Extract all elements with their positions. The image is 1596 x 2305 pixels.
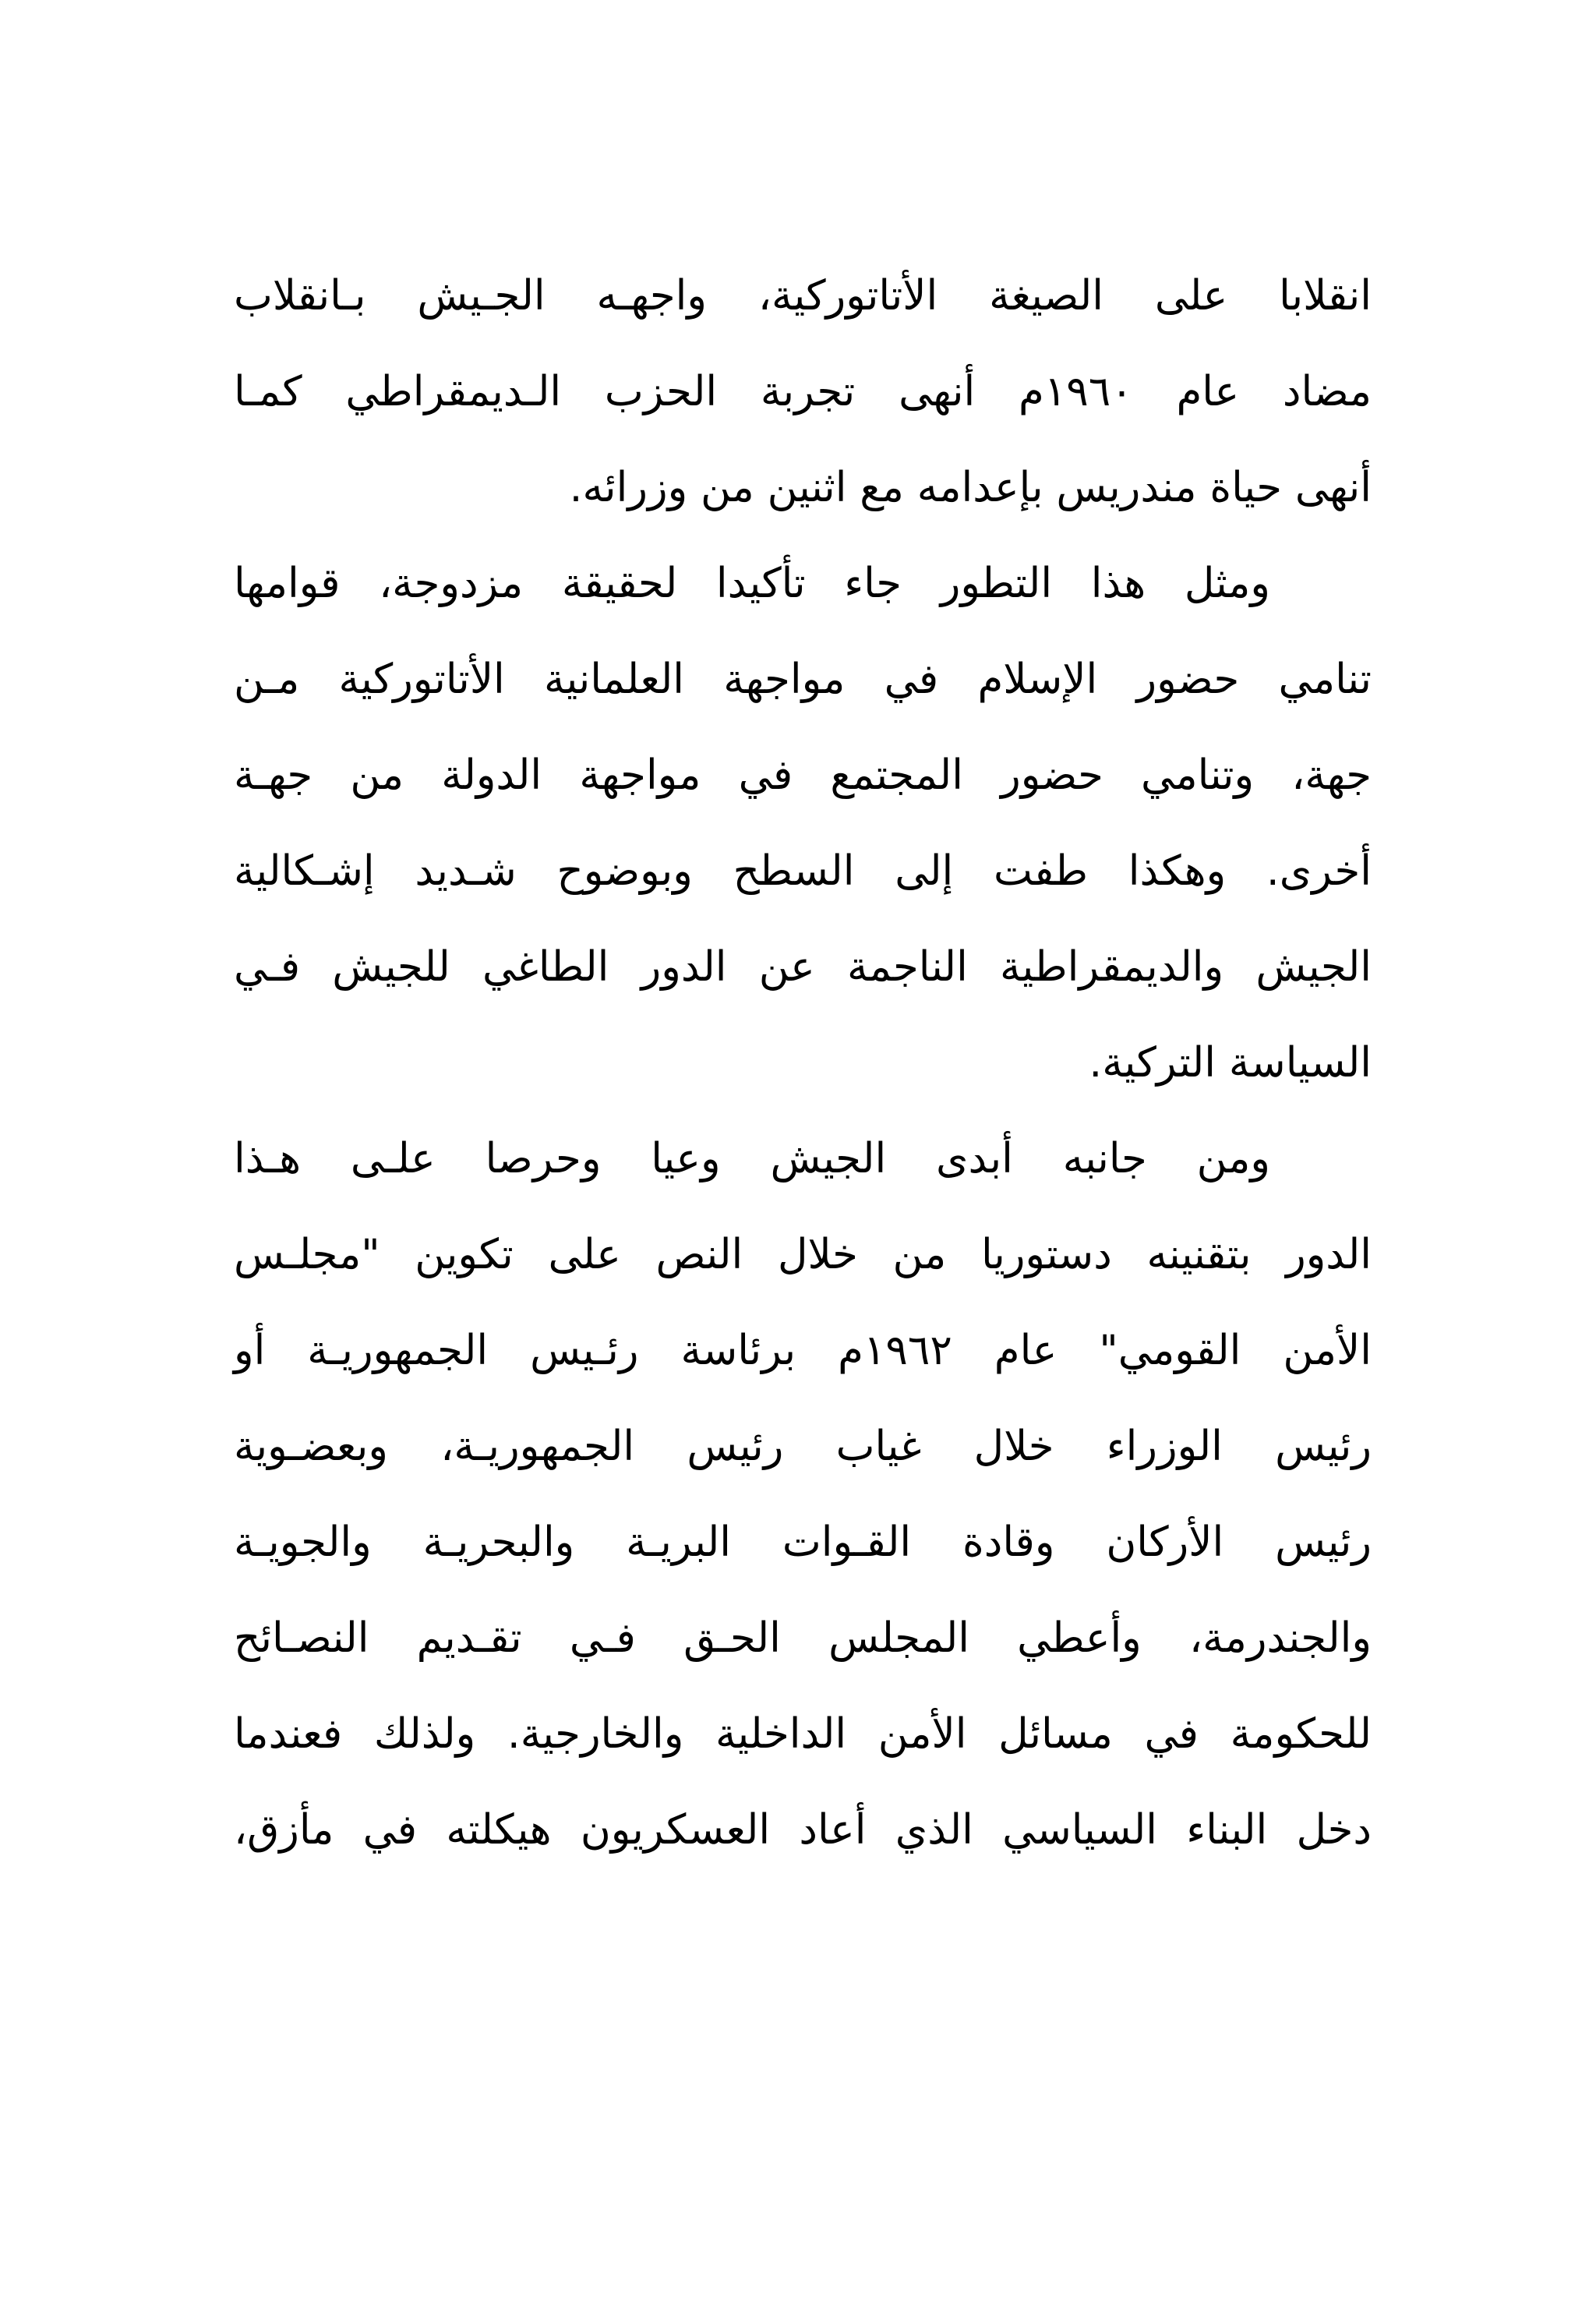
text-line: دخل البناء السياسي الذي أعاد العسكريون هيكلته في مأزق، [234,1806,1372,1854]
text-line: الأمن القومي" عام ١٩٦٢م برئاسة رئـيس الجمهوريـة أو [234,1327,1372,1374]
text-line: تنامي حضور الإسلام في مواجهة العلمانية الأتاتوركية مـن [234,656,1372,703]
text-line: رئيس الوزراء خلال غياب رئيس الجمهوريـة، وبعضـوية [234,1423,1372,1470]
body-text [234,248,1372,1878]
text-line: جهة، وتنامي حضور المجتمع في مواجهة الدولة من جهـة [234,751,1372,799]
text-line: مضاد عام ١٩٦٠م أنهى تجربة الحزب الـديمقراطي كمـا [234,368,1372,415]
text-line: رئيس الأركان وقادة القـوات البريـة والبحريـة والجويـة [234,1518,1372,1566]
paragraph-end-line: السياسة التركية. [1089,1039,1372,1087]
text-line: الدور بتقنينه دستوريا من خلال النص على تكوين "مجلـس [234,1231,1372,1278]
paragraph-start-line: ومثل هذا التطور جاء تأكيدا لحقيقة مزدوجة، قوامها [234,560,1270,607]
paragraph-start-line: ومن جانبه أبدى الجيش وعيا وحرصا علـى هـذا [234,1135,1270,1183]
text-line: الجيش والديمقراطية الناجمة عن الدور الطاغي للجيش فـي [234,943,1372,991]
text-line: للحكومة في مسائل الأمن الداخلية والخارجية. ولذلك فعندما [234,1710,1372,1758]
paragraph-end-line: أنهى حياة مندريس بإعدامه مع اثنين من وزرائه. [569,464,1372,511]
text-line: أخرى. وهكذا طفت إلى السطح وبوضوح شـديد إشـكالية [234,847,1372,895]
text-line: انقلابا على الصيغة الأتاتوركية، واجهـه الجـيش بـانقلاب [234,272,1372,320]
text-line: والجندرمة، وأعطي المجلس الحـق فـي تقـديم النصـائح [234,1614,1372,1662]
